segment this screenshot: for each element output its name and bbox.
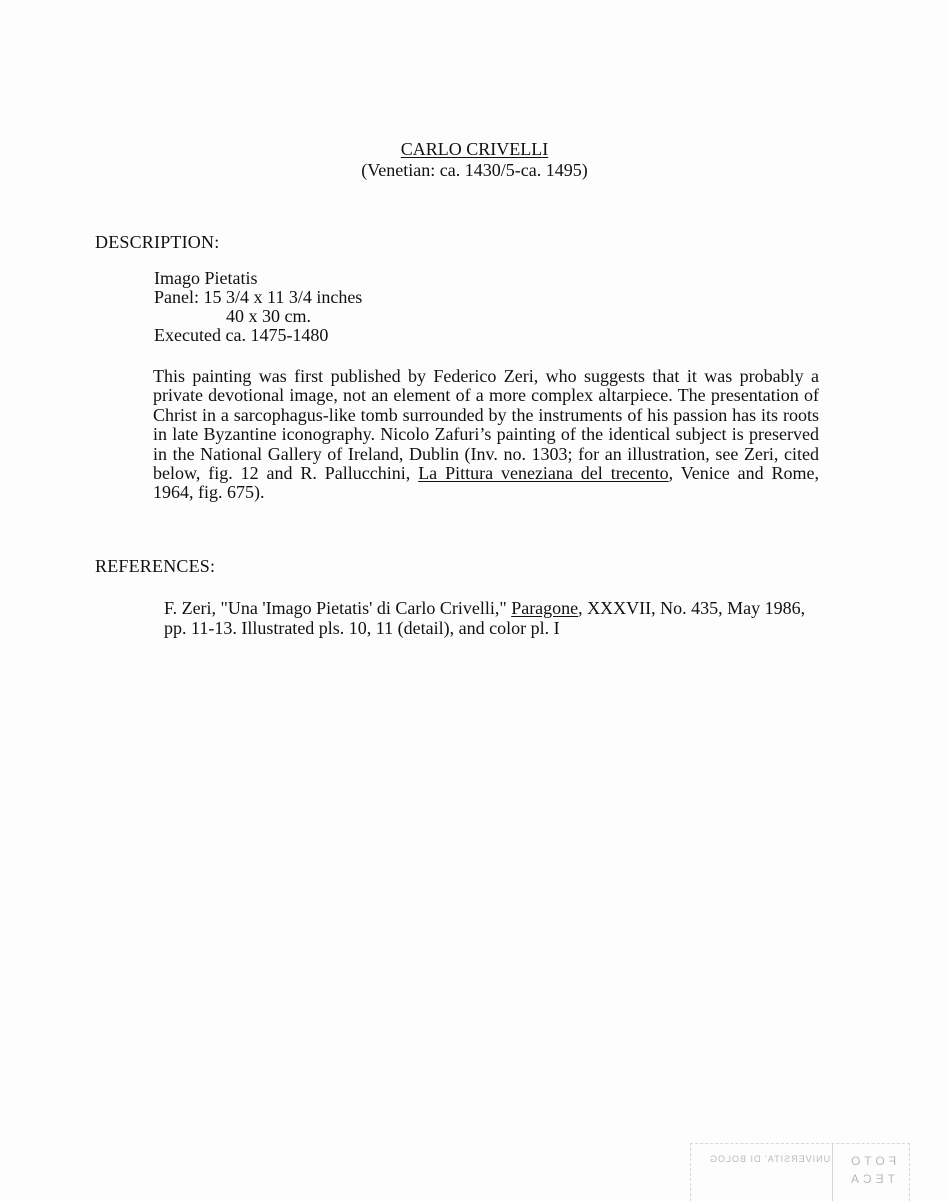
references-heading: REFERENCES:: [95, 556, 216, 576]
artist-dates: (Venetian: ca. 1430/5-ca. 1495): [361, 160, 588, 180]
stamp-foto: FOTO: [847, 1154, 897, 1168]
description-paragraph: [153, 367, 819, 503]
cited-book-title: La Pittura veneziana del trecento: [418, 463, 669, 484]
artwork-title: Imago Pietatis: [154, 268, 258, 288]
execution-date: Executed ca. 1475-1480: [154, 325, 329, 345]
paragraph-text-part2: , Venice and Rome, 1964, fig. 675).: [153, 463, 819, 503]
panel-dimensions-cm: 40 x 30 cm.: [226, 306, 311, 326]
reference-author-article: F. Zeri, "Una 'Imago Pietatis' di Carlo Crivelli,": [164, 598, 512, 618]
artist-name: CARLO CRIVELLI: [400, 139, 549, 159]
description-heading: DESCRIPTION:: [95, 232, 220, 252]
reference-journal: Paragone: [511, 598, 579, 618]
stamp-institution: UNIVERSITA' DI BOLOG: [709, 1154, 831, 1164]
stamp-box: [832, 1144, 909, 1201]
reference-details: , XXXVII, No. 435, May 1986, pp. 11-13. Illustrated pls. 10, 11 (detail), and color pl. I: [164, 598, 806, 638]
panel-dimensions-inches: Panel: 15 3/4 x 11 3/4 inches: [154, 287, 363, 307]
archive-stamp: [690, 1143, 910, 1201]
reference-entry: [164, 598, 820, 638]
stamp-teca: TECA: [847, 1172, 896, 1186]
paragraph-text-part1: This painting was first published by Federico Zeri, who suggests that it was probably a private devotional image, not an element of a more complex altarpiece. The presentation of Christ in a sarcophagus-like tomb surrounded by the instruments of his passion has its roots in late Byzantine iconography. Nicolo Zafuri’s painting of the identical subject is preserved in the National Gallery of Ireland, Dublin (Inv. no. 1303; for an illustration, see Zeri, cited below, fig. 12 and R. Pallucchini,: [153, 366, 819, 484]
